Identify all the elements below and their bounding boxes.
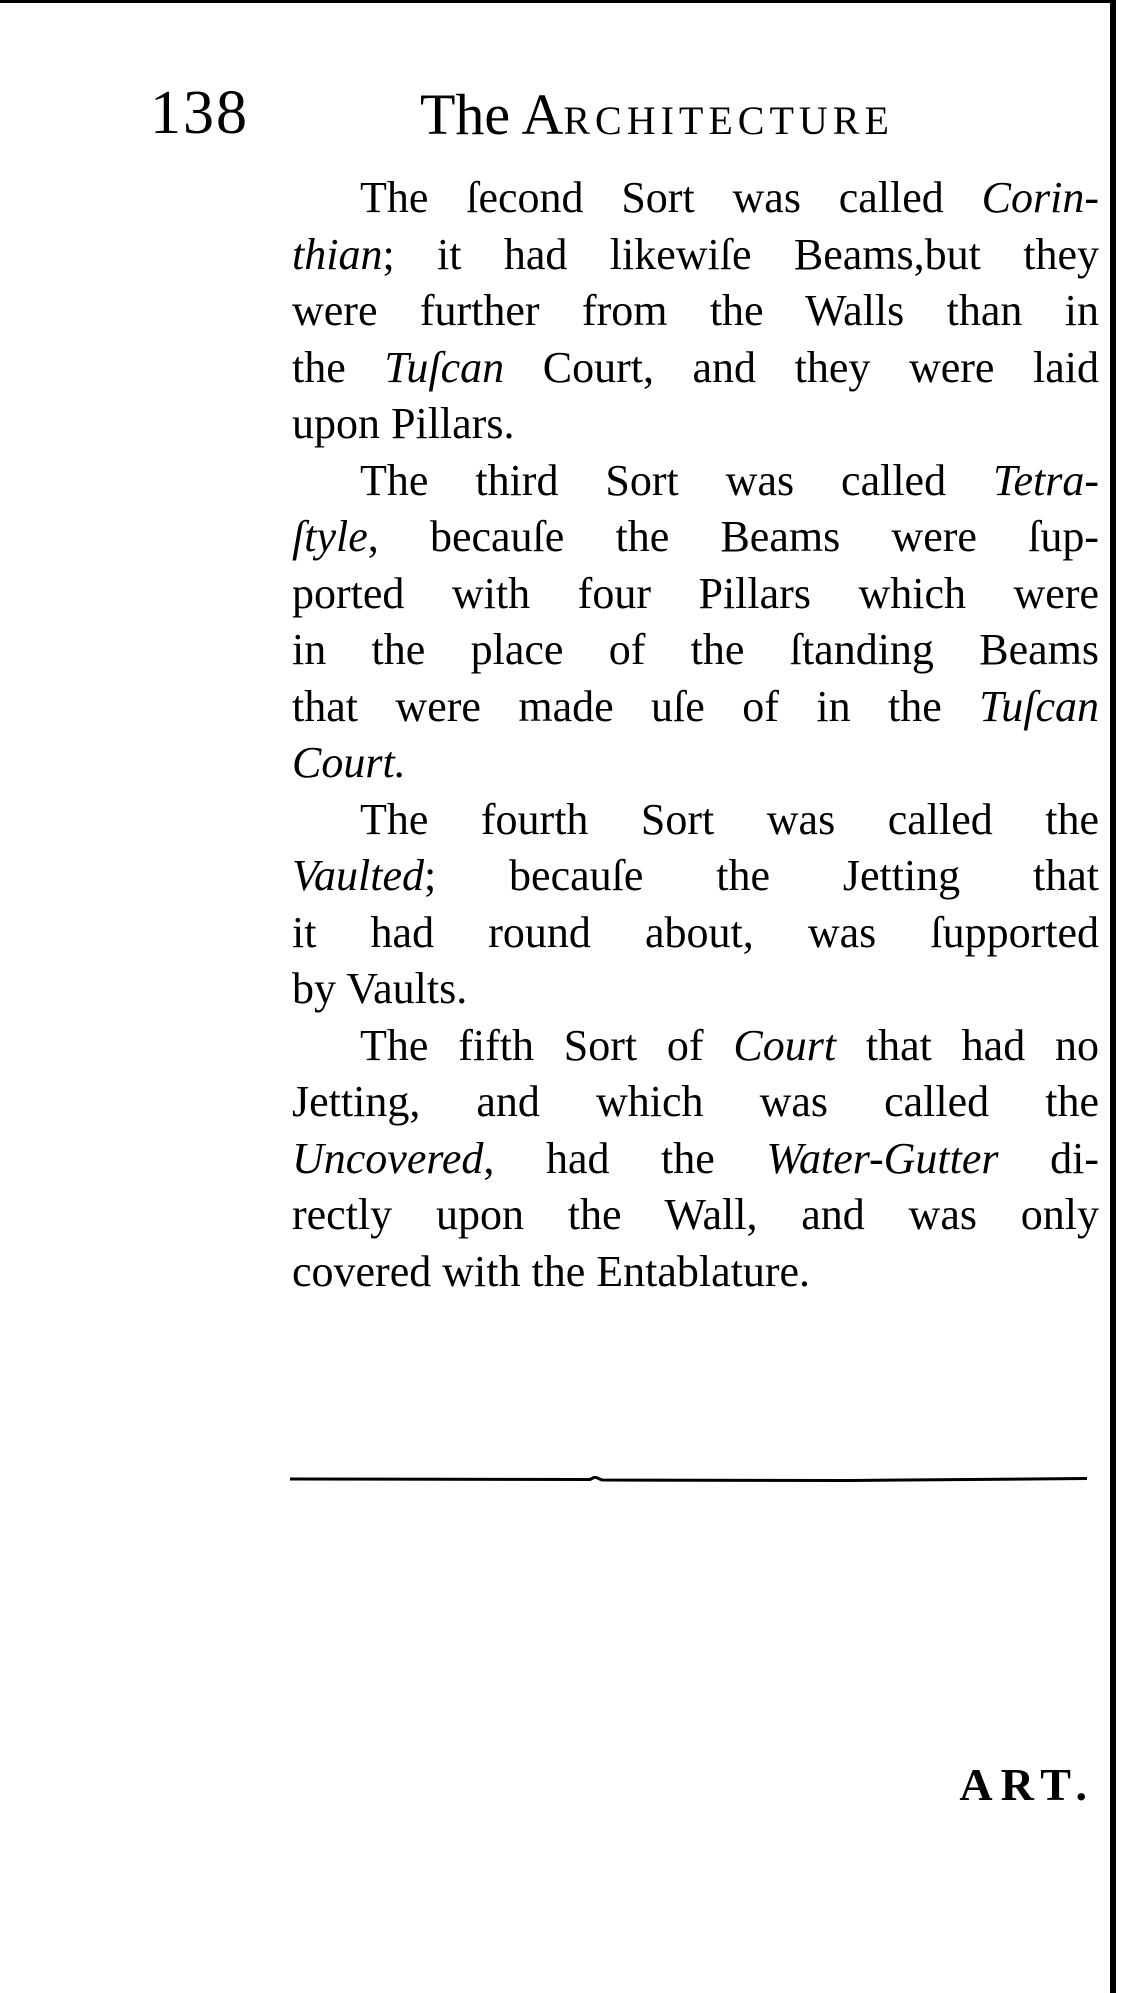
text-run: di- bbox=[998, 1133, 1099, 1183]
running-head-title-initial: The A bbox=[420, 82, 564, 147]
text-run: that were made uſe of in the bbox=[292, 681, 980, 731]
text-line bbox=[292, 792, 1099, 849]
italic-text: Vaulted bbox=[292, 851, 424, 900]
text-run: by Vaults. bbox=[292, 964, 468, 1013]
italic-text: ſtyle bbox=[292, 512, 368, 561]
text-run: ; becauſe the Jetting that bbox=[423, 851, 1099, 900]
text-line bbox=[292, 848, 1099, 905]
text-line bbox=[292, 283, 1099, 340]
text-run: that had no bbox=[836, 1020, 1099, 1070]
scan-edge-top bbox=[0, 0, 1110, 3]
text-run: upon Pillars. bbox=[292, 399, 515, 448]
running-head-title-smallcaps: RCHITECTURE bbox=[563, 98, 894, 143]
italic-text: Court. bbox=[292, 738, 406, 787]
italic-text: Court bbox=[733, 1020, 837, 1070]
text-run: the bbox=[292, 342, 385, 392]
italic-text: Tuſcan bbox=[979, 681, 1099, 731]
scan-edge-right bbox=[1110, 0, 1116, 1993]
text-run: were further from the Walls than in bbox=[292, 286, 1099, 335]
italic-text: Water-Gutter bbox=[766, 1133, 999, 1183]
text-line bbox=[292, 396, 1099, 453]
text-run: The ſecond Sort was called bbox=[360, 173, 982, 222]
text-line bbox=[292, 1074, 1099, 1131]
text-line bbox=[292, 1131, 1099, 1188]
text-line bbox=[292, 905, 1099, 962]
text-run: covered with the Entablature. bbox=[292, 1246, 811, 1296]
paragraph bbox=[292, 453, 1099, 792]
text-run: Jetting, and which was called the bbox=[292, 1077, 1099, 1126]
text-line bbox=[292, 170, 1099, 227]
text-line bbox=[292, 227, 1099, 284]
text-run: ; it had likewiſe Beams,but they bbox=[382, 229, 1099, 279]
text-run: rectly upon the Wall, and was only bbox=[292, 1190, 1099, 1239]
italic-text: Uncovered bbox=[292, 1133, 484, 1183]
text-run: The fourth Sort was called the bbox=[360, 794, 1099, 844]
page-number: 138 bbox=[150, 79, 249, 147]
running-head-title bbox=[420, 82, 894, 147]
text-line bbox=[292, 1018, 1099, 1075]
text-line bbox=[292, 679, 1099, 736]
text-run: The fifth Sort of bbox=[360, 1020, 734, 1070]
italic-text: thian bbox=[292, 229, 383, 279]
paragraph bbox=[292, 1018, 1099, 1301]
running-head bbox=[150, 79, 1110, 162]
text-line bbox=[292, 566, 1099, 623]
text-line bbox=[292, 1187, 1099, 1244]
text-run: in the place of the ſtanding Beams bbox=[292, 625, 1099, 674]
text-line bbox=[292, 509, 1099, 566]
text-line bbox=[292, 453, 1099, 510]
italic-text: Tetra- bbox=[993, 455, 1099, 505]
text-line bbox=[292, 1244, 1099, 1301]
text-line bbox=[292, 735, 1099, 792]
italic-text: Tuſcan bbox=[384, 342, 505, 392]
text-run: The third Sort was called bbox=[360, 455, 994, 505]
text-run: Court, and they were laid bbox=[504, 342, 1099, 392]
body-text bbox=[292, 170, 1099, 1300]
text-run: ported with four Pillars which were bbox=[292, 568, 1099, 618]
paragraph bbox=[292, 792, 1099, 1018]
paragraph bbox=[292, 170, 1099, 453]
text-run: it had round about, was ſupported bbox=[292, 907, 1099, 957]
italic-text: Corin- bbox=[981, 173, 1099, 222]
text-line bbox=[292, 961, 1099, 1018]
text-run: , had the bbox=[483, 1133, 767, 1183]
text-line bbox=[292, 622, 1099, 679]
text-run: , becauſe the Beams were ſup- bbox=[367, 512, 1099, 561]
section-rule bbox=[290, 1476, 1087, 1480]
catchword: ART. bbox=[959, 1759, 1095, 1810]
section-rule-line bbox=[290, 1476, 1087, 1484]
text-line bbox=[292, 340, 1099, 397]
